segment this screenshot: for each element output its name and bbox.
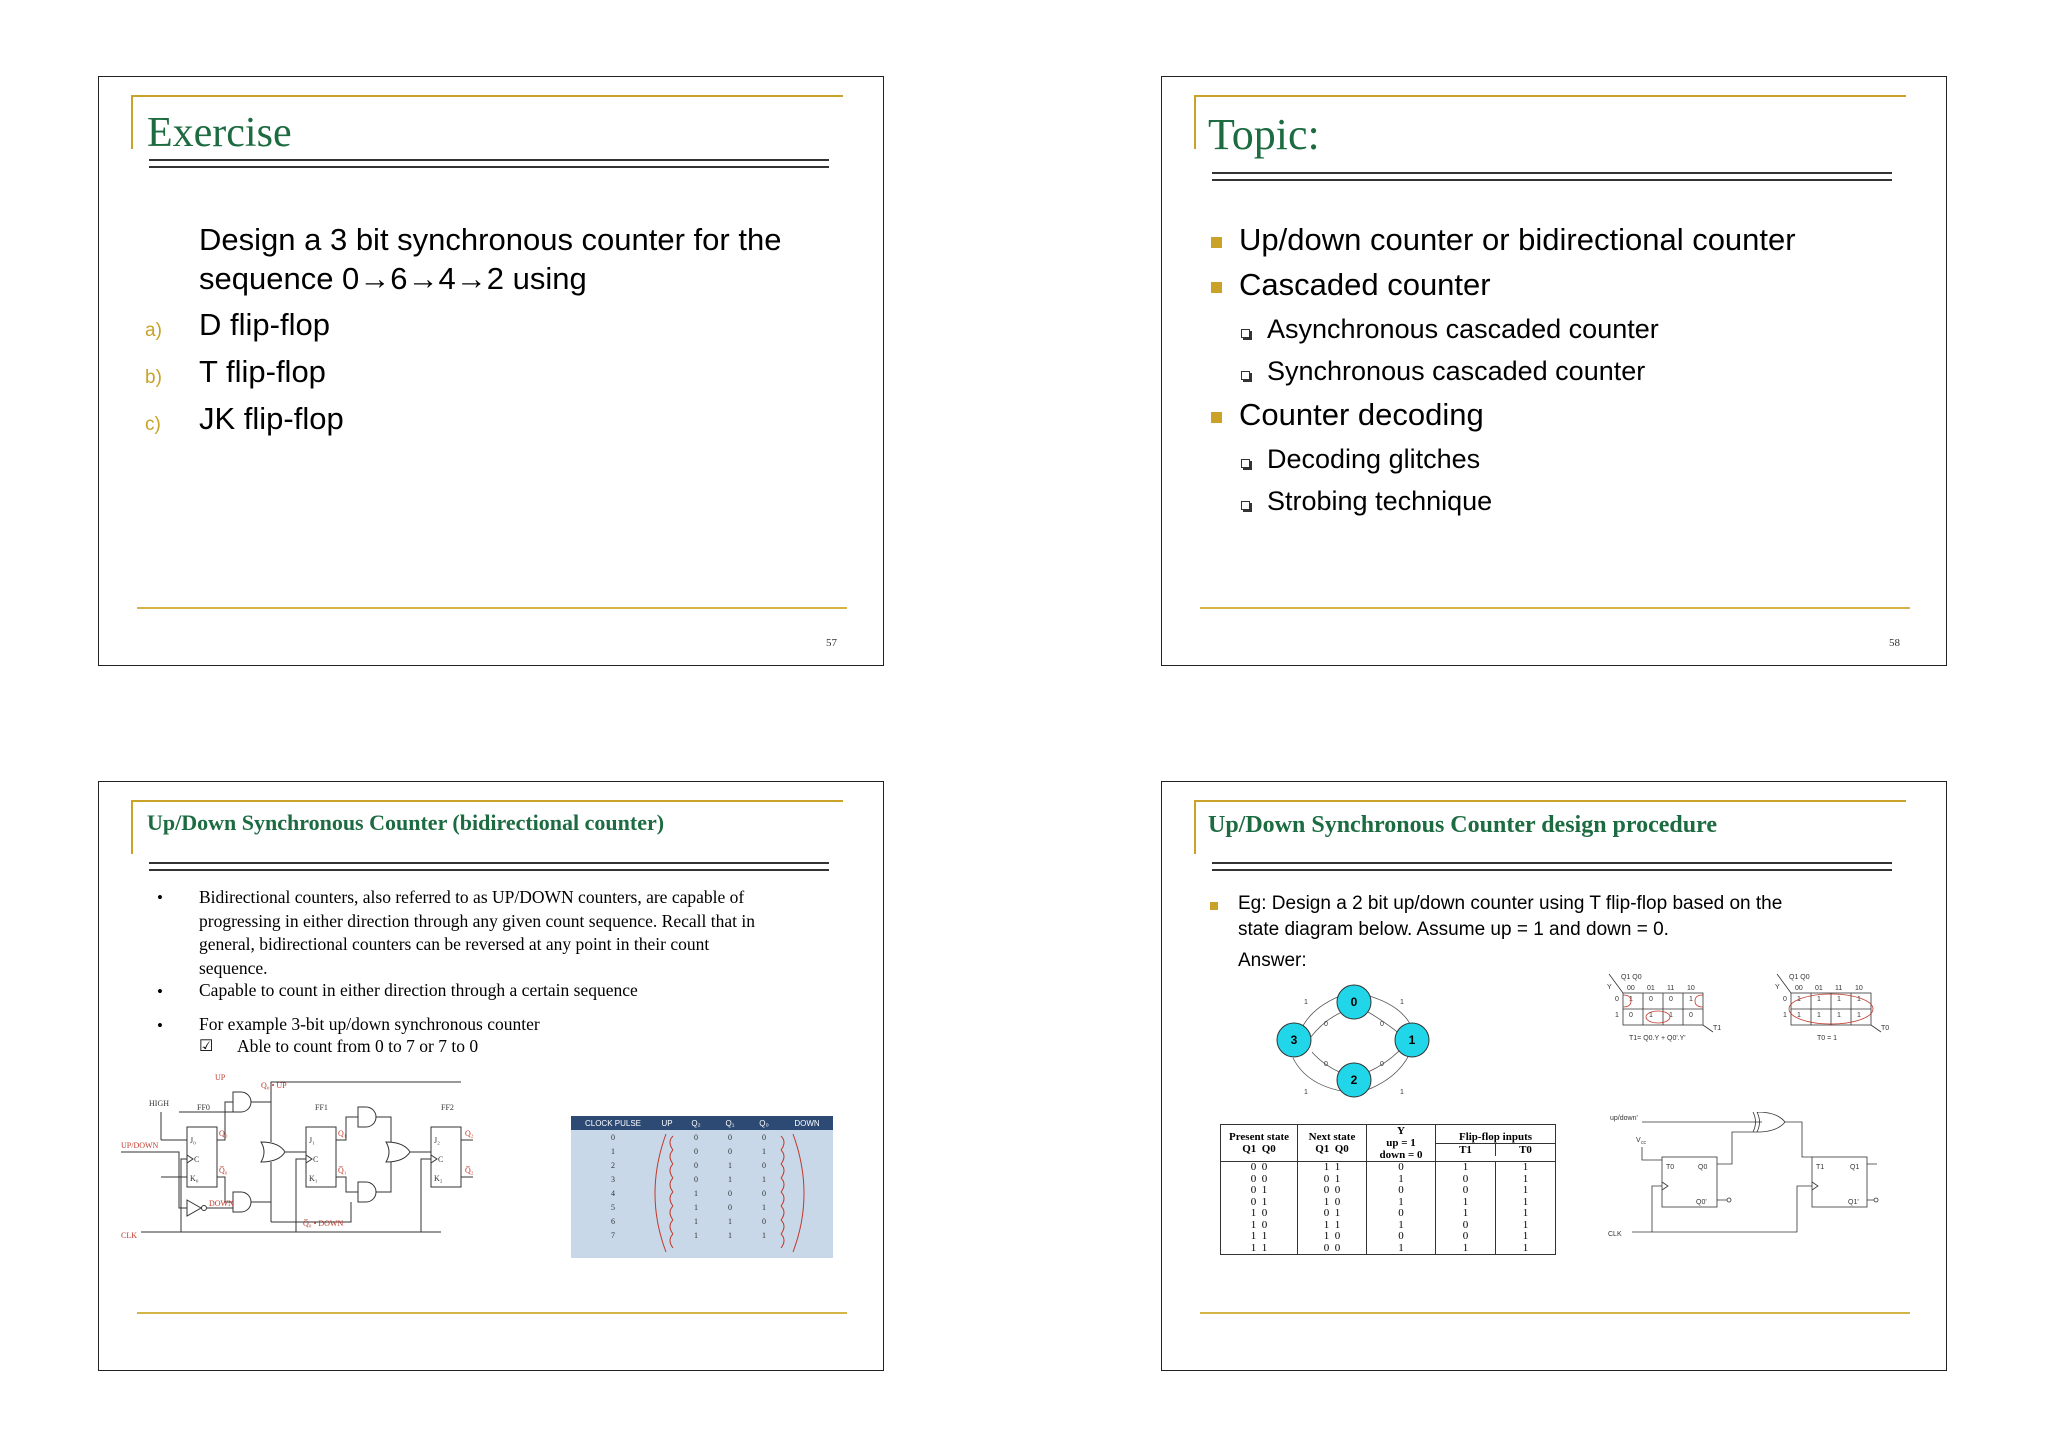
q-cell: 1 — [694, 1216, 698, 1226]
state-label-2: 2 — [1350, 1073, 1358, 1087]
clock-pulse-cell: 0 — [611, 1132, 615, 1142]
q-cell: 1 — [694, 1202, 698, 1212]
label-j1: J₁ — [309, 1136, 315, 1145]
header-clock-pulse: CLOCK PULSE — [584, 1118, 642, 1128]
down-inverter — [187, 1200, 201, 1216]
edge-label: 0 — [1380, 1061, 1384, 1068]
or-gate — [386, 1142, 410, 1162]
label-high: HIGH — [149, 1099, 169, 1108]
kmap-col: 00 — [1627, 985, 1635, 992]
label-vcc: V — [1636, 1137, 1641, 1144]
list-marker-b: b) — [145, 367, 162, 388]
table-row — [1221, 1174, 1556, 1186]
list-marker-a: a) — [145, 320, 162, 341]
edge-label: 0 — [1324, 1061, 1328, 1068]
kmap-cell: 0 — [1629, 1012, 1633, 1019]
table-cell: 1 — [1436, 1162, 1496, 1174]
label-vcc-sub: cc — [1641, 1140, 1646, 1146]
table-cell: 1 — [1496, 1197, 1556, 1209]
kmap-cell: 1 — [1669, 1012, 1673, 1019]
clock-pulse-cell: 3 — [611, 1174, 615, 1184]
label-q0b-down: Q̅₀ • DOWN — [303, 1219, 344, 1228]
q-cell: 0 — [694, 1146, 698, 1156]
table-cell: 0 0 — [1221, 1162, 1298, 1174]
q-cell: 1 — [762, 1146, 766, 1156]
col-flipflop-inputs — [1436, 1125, 1556, 1162]
footer-line — [137, 607, 847, 609]
table-cell: 0 1 — [1221, 1197, 1298, 1209]
table-cell: 1 0 — [1221, 1220, 1298, 1232]
count-table-header — [571, 1116, 833, 1130]
title-underline — [1212, 862, 1892, 871]
edge-label: 1 — [1400, 999, 1404, 1006]
q-cell: 0 — [728, 1188, 732, 1198]
q-cell: 0 — [728, 1202, 732, 1212]
table-cell: 0 0 — [1298, 1243, 1367, 1255]
table-cell: 1 — [1436, 1243, 1496, 1255]
table-cell: 0 — [1436, 1220, 1496, 1232]
table-cell: 1 0 — [1221, 1208, 1298, 1220]
label-t1: T1 — [1816, 1164, 1825, 1171]
table-cell: 1 — [1367, 1197, 1436, 1209]
q-cell: 1 — [728, 1160, 732, 1170]
q-cell: 1 — [728, 1216, 732, 1226]
header-q0: Q₀ — [759, 1118, 769, 1128]
exercise-intro-line-2: sequence 0→6→4→2 using — [199, 261, 587, 296]
table-cell: 1 1 — [1298, 1220, 1367, 1232]
label-q2b: Q̅₂ — [465, 1166, 474, 1175]
kmap-cell: 0 — [1669, 996, 1673, 1003]
label-k2: K₂ — [434, 1174, 443, 1183]
table-cell: 0 — [1436, 1174, 1496, 1186]
table-cell: 1 — [1367, 1174, 1436, 1186]
kmap-row-var: Y — [1607, 984, 1612, 991]
label-q0: Q0 — [1698, 1164, 1708, 1171]
paragraph-line: sequence. — [199, 957, 268, 978]
clock-pulse-cell: 5 — [611, 1202, 615, 1212]
q-cell: 1 — [762, 1174, 766, 1184]
table-cell: 0 — [1367, 1162, 1436, 1174]
table-cell: 0 1 — [1221, 1185, 1298, 1197]
kmap-col: 00 — [1795, 985, 1803, 992]
count-sequence-table — [571, 1116, 833, 1258]
kmap-col: 11 — [1835, 985, 1843, 992]
label-down: DOWN — [209, 1199, 234, 1208]
col-y — [1367, 1125, 1436, 1162]
kmap-row-label: 1 — [1615, 1012, 1619, 1019]
edge-label: 0 — [1324, 1021, 1328, 1028]
header-t0: T0 — [1519, 1143, 1532, 1156]
q-cell: 0 — [762, 1132, 766, 1142]
label-k0: K₀ — [190, 1174, 199, 1183]
table-cell: 0 — [1367, 1208, 1436, 1220]
q-cell: 0 — [694, 1160, 698, 1170]
kmap-equation: T0 = 1 — [1817, 1035, 1838, 1042]
table-cell: 1 — [1496, 1208, 1556, 1220]
bullet-text: For example 3-bit up/down synchronous counter — [199, 1014, 540, 1034]
edge-label: 1 — [1304, 1089, 1308, 1096]
table-cell: 1 — [1436, 1197, 1496, 1209]
q-cell: 0 — [728, 1146, 732, 1156]
kmap-t1 — [1607, 972, 1737, 1052]
header-down: DOWN — [794, 1118, 820, 1128]
label-clk: CLK — [121, 1231, 137, 1240]
bullet-icon — [1210, 902, 1218, 910]
slide-57 — [98, 76, 884, 666]
q-cell: 0 — [694, 1132, 698, 1142]
topic-subitem: Synchronous cascaded counter — [1267, 356, 1646, 386]
kmap-col: 10 — [1687, 985, 1695, 992]
kmap-cell: 1 — [1837, 1012, 1841, 1019]
table-cell: 1 1 — [1221, 1243, 1298, 1255]
clock-pulse-cell: 2 — [611, 1160, 615, 1170]
table-cell: 1 — [1367, 1243, 1436, 1255]
label-up: UP — [215, 1073, 226, 1082]
label-j2: J₂ — [434, 1136, 440, 1145]
table-cell: 1 — [1496, 1220, 1556, 1232]
label-ff1: FF1 — [315, 1103, 328, 1112]
header-q2: Q₂ — [691, 1118, 701, 1128]
kmap-t0 — [1775, 972, 1905, 1052]
table-cell: 0 0 — [1221, 1174, 1298, 1186]
kmap-col: 10 — [1855, 985, 1863, 992]
t-flipflop-circuit — [1602, 1112, 1902, 1257]
list-item-t-flip-flop: T flip-flop — [199, 354, 326, 389]
header-y-up: up = 1 — [1386, 1137, 1416, 1149]
table-cell: 1 — [1496, 1243, 1556, 1255]
bullet-icon — [1211, 282, 1222, 293]
label-ff2: FF2 — [441, 1103, 454, 1112]
or-gate — [261, 1142, 285, 1162]
kmap-name: T1 — [1713, 1025, 1722, 1032]
header-present-state: Present state — [1229, 1131, 1289, 1143]
list-marker-c: c) — [145, 414, 161, 435]
col-present-state — [1221, 1125, 1298, 1162]
header-flipflop-inputs: Flip-flop inputs — [1436, 1131, 1555, 1144]
kmap-corner-label: Q1 Q0 — [1789, 974, 1810, 981]
topic-subitem: Asynchronous cascaded counter — [1267, 314, 1659, 344]
table-row — [1221, 1231, 1556, 1243]
transition-arrow — [1368, 1012, 1400, 1034]
clock-pulse-cell: 4 — [611, 1188, 615, 1198]
sub-bullet-icon — [1241, 459, 1250, 468]
kmap-row-label: 0 — [1615, 996, 1619, 1003]
state-label-3: 3 — [1290, 1033, 1298, 1047]
sub-bullet-icon — [1241, 501, 1250, 510]
kmap-name: T0 — [1881, 1025, 1890, 1032]
table-cell: 1 — [1496, 1231, 1556, 1243]
header-y-down: down = 0 — [1379, 1149, 1423, 1161]
check-item: Able to count from 0 to 7 or 7 to 0 — [237, 1036, 479, 1056]
q-cell: 1 — [762, 1230, 766, 1240]
table-cell: 0 0 — [1298, 1185, 1367, 1197]
table-cell: 1 0 — [1298, 1197, 1367, 1209]
kmap-cell: 1 — [1857, 996, 1861, 1003]
table-cell: 1 1 — [1298, 1162, 1367, 1174]
list-item-jk-flip-flop: JK flip-flop — [199, 401, 344, 436]
edge-label: 0 — [1380, 1021, 1384, 1028]
table-row — [1221, 1208, 1556, 1220]
slide-title: Exercise — [147, 110, 292, 156]
ff-subheaders — [1436, 1144, 1555, 1156]
label-q1b: Q̅₁ — [338, 1166, 347, 1175]
q-cell: 0 — [762, 1188, 766, 1198]
topic-item: Counter decoding — [1239, 397, 1484, 432]
label-q1: Q₁ — [338, 1129, 347, 1138]
bullet-icon — [1211, 237, 1222, 248]
label-updown: UP/DOWN — [121, 1141, 159, 1150]
example-line-1: Eg: Design a 2 bit up/down counter using T flip-flop based on the — [1238, 893, 1783, 914]
q-cell: 1 — [728, 1174, 732, 1184]
kmap-cell: 1 — [1817, 996, 1821, 1003]
label-updown: up/down' — [1610, 1115, 1638, 1122]
state-diagram — [1252, 982, 1437, 1107]
label-q0b: Q̅₀ — [219, 1166, 228, 1175]
kmap-cell: 0 — [1649, 996, 1653, 1003]
bullet-dot: • — [157, 888, 163, 907]
exercise-intro-line-1: Design a 3 bit synchronous counter for the — [199, 222, 782, 257]
slide-60 — [1161, 781, 1947, 1371]
label-c: C — [438, 1155, 444, 1164]
table-cell: 0 1 — [1298, 1174, 1367, 1186]
kmap-row-var: Y — [1775, 984, 1780, 991]
bullet-text: Capable to count in either direction through a certain sequence — [199, 980, 638, 1000]
footer-line — [1200, 1312, 1910, 1314]
table-row — [1221, 1220, 1556, 1232]
label-ff0: FF0 — [197, 1103, 210, 1112]
topic-subitem: Strobing technique — [1267, 486, 1493, 516]
q-cell: 0 — [694, 1174, 698, 1184]
up-down-counter-circuit — [121, 1072, 541, 1257]
header-up: UP — [661, 1118, 673, 1128]
state-transition-table — [1220, 1124, 1556, 1255]
header-present-sub: Q1 Q0 — [1242, 1143, 1276, 1155]
edge-label: 1 — [1304, 999, 1308, 1006]
transition-table-body — [1221, 1162, 1556, 1255]
sub-bullet-icon — [1241, 371, 1250, 380]
q-cell: 1 — [694, 1230, 698, 1240]
kmap-cell: 1 — [1797, 996, 1801, 1003]
bullet-dot: • — [157, 982, 163, 1001]
checkbox-icon: ☑ — [199, 1038, 214, 1055]
paragraph-line: general, bidirectional counters can be reversed at any point in their count — [199, 934, 710, 954]
paragraph-line: progressing in either direction through any given count sequence. Recall that in — [199, 910, 755, 931]
table-cell: 1 — [1367, 1220, 1436, 1232]
edge-label: 1 — [1400, 1089, 1404, 1096]
label-q2: Q₂ — [465, 1129, 474, 1138]
title-underline — [149, 159, 829, 168]
label-k1: K₁ — [309, 1174, 318, 1183]
slide-title: Topic: — [1208, 110, 1320, 159]
and-gate-down — [233, 1192, 251, 1212]
kmap-cell: 1 — [1817, 1012, 1821, 1019]
kmap-row-label: 0 — [1783, 996, 1787, 1003]
col-next-state — [1298, 1125, 1367, 1162]
slide-title: Up/Down Synchronous Counter (bidirectional counter) — [147, 810, 665, 835]
count-direction-arrows — [571, 1130, 833, 1258]
label-q0b: Q0' — [1696, 1199, 1707, 1206]
label-c: C — [194, 1155, 200, 1164]
list-item-d-flip-flop: D flip-flop — [199, 307, 330, 342]
q-cell: 1 — [694, 1188, 698, 1198]
sub-bullet-icon — [1241, 329, 1250, 338]
q-cell: 1 — [762, 1202, 766, 1212]
kmap-col: 01 — [1815, 985, 1823, 992]
kmap-corner-label: Q1 Q0 — [1621, 974, 1642, 981]
kmap-cell: 1 — [1837, 996, 1841, 1003]
example-line-2: state diagram below. Assume up = 1 and down = 0. — [1238, 919, 1669, 940]
table-row — [1221, 1243, 1556, 1255]
topic-subitem: Decoding glitches — [1267, 444, 1481, 474]
q-cell: 0 — [728, 1132, 732, 1142]
kmap-col: 11 — [1667, 985, 1675, 992]
table-cell: 1 1 — [1221, 1231, 1298, 1243]
table-cell: 1 — [1496, 1174, 1556, 1186]
state-label-1: 1 — [1408, 1033, 1416, 1047]
title-underline — [1212, 172, 1892, 181]
kmap-cell: 0 — [1689, 1012, 1693, 1019]
answer-label: Answer: — [1238, 950, 1307, 971]
table-row — [1221, 1185, 1556, 1197]
header-next-sub: Q1 Q0 — [1315, 1143, 1349, 1155]
and-gate-up — [233, 1092, 251, 1112]
table-row — [1221, 1162, 1556, 1174]
label-q0: Q₀ — [219, 1129, 228, 1138]
page-number: 58 — [1889, 637, 1900, 649]
label-c: C — [313, 1155, 319, 1164]
table-row — [1221, 1197, 1556, 1209]
slide-title: Up/Down Synchronous Counter design procedure — [1208, 812, 1717, 838]
header-t1: T1 — [1436, 1144, 1496, 1156]
title-underline — [149, 862, 829, 871]
label-q0-up: Q₀ • UP — [261, 1081, 287, 1090]
transition-arrow — [1368, 1050, 1400, 1072]
table-cell: 1 — [1496, 1162, 1556, 1174]
bullet-paragraph — [199, 886, 755, 980]
footer-line — [1200, 607, 1910, 609]
clock-pulse-cell: 7 — [611, 1230, 615, 1240]
kmap-row-label: 1 — [1783, 1012, 1787, 1019]
kmap-equation: T1= Q0.Y + Q0'.Y' — [1629, 1035, 1686, 1042]
kmap-cell: 1 — [1649, 1012, 1653, 1019]
kmap-cell: 1 — [1857, 1012, 1861, 1019]
slide-58 — [1161, 76, 1947, 666]
table-cell: 1 — [1436, 1208, 1496, 1220]
bullet-icon — [1211, 412, 1222, 423]
topic-item: Cascaded counter — [1239, 267, 1491, 302]
label-clk: CLK — [1608, 1231, 1622, 1238]
label-q1b: Q1' — [1848, 1199, 1859, 1206]
q-cell: 1 — [728, 1230, 732, 1240]
table-cell: 1 0 — [1298, 1231, 1367, 1243]
slide-59 — [98, 781, 884, 1371]
table-cell: 0 — [1436, 1231, 1496, 1243]
kmap-cell: 1 — [1689, 996, 1693, 1003]
table-cell: 0 — [1367, 1231, 1436, 1243]
header-q1: Q₁ — [725, 1118, 735, 1128]
state-label-0: 0 — [1350, 995, 1358, 1009]
kmap-cell: 1 — [1797, 1012, 1801, 1019]
clock-pulse-cell: 6 — [611, 1216, 615, 1226]
paragraph-line: Bidirectional counters, also referred to as UP/DOWN counters, are capable of — [199, 887, 745, 907]
transition-table — [1220, 1124, 1556, 1255]
table-cell: 0 — [1367, 1185, 1436, 1197]
table-cell: 0 1 — [1298, 1208, 1367, 1220]
page-number: 57 — [826, 637, 837, 649]
label-j0: J₀ — [190, 1136, 196, 1145]
label-t0: T0 — [1666, 1164, 1675, 1171]
footer-line — [137, 1312, 847, 1314]
topic-item: Up/down counter or bidirectional counter — [1239, 222, 1796, 257]
label-q1: Q1 — [1850, 1164, 1860, 1171]
bullet-dot: • — [157, 1016, 163, 1035]
kmap-col: 01 — [1647, 985, 1655, 992]
clock-pulse-cell: 1 — [611, 1146, 615, 1156]
table-cell: 1 — [1496, 1185, 1556, 1197]
kmap-cell: 1 — [1629, 996, 1633, 1003]
header-next-state: Next state — [1308, 1131, 1356, 1143]
table-cell: 0 — [1436, 1185, 1496, 1197]
header-y: Y — [1397, 1125, 1405, 1137]
q-cell: 0 — [762, 1216, 766, 1226]
q-cell: 0 — [762, 1160, 766, 1170]
